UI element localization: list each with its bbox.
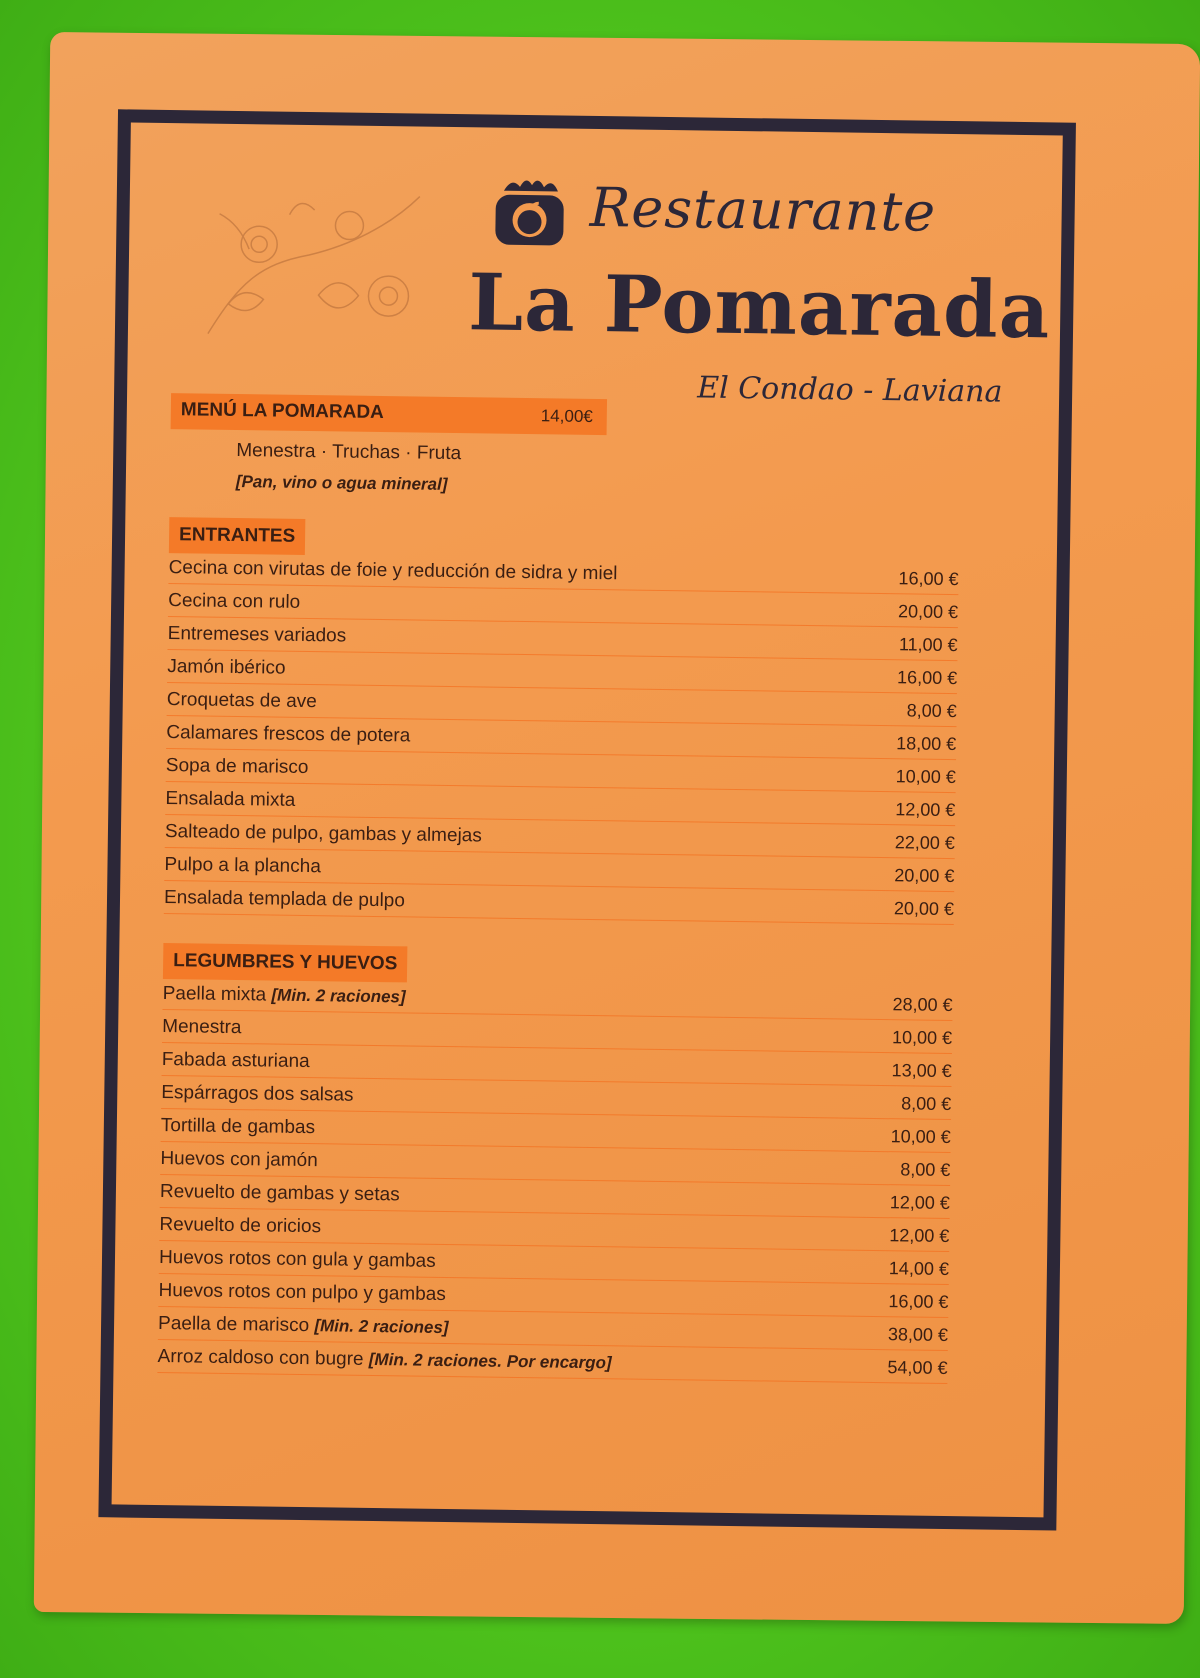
daily-menu-note: [Pan, vino o agua mineral] — [235, 471, 448, 494]
item-name: Fabada asturiana — [161, 1049, 310, 1073]
item-name-text: Paella de marisco — [157, 1312, 310, 1337]
item-price: 38,00 € — [887, 1324, 949, 1346]
item-price: 20,00 € — [894, 865, 955, 887]
daily-menu-band — [171, 393, 607, 435]
item-name-text: Paella mixta — [162, 983, 267, 1006]
item-price: 16,00 € — [898, 568, 959, 590]
item-price: 16,00 € — [896, 667, 958, 689]
item-price: 12,00 € — [889, 1192, 950, 1214]
item-name: Ensalada mixta — [165, 788, 296, 811]
daily-menu-name: MENÚ LA POMARADA — [180, 399, 385, 424]
item-price: 20,00 € — [897, 601, 959, 623]
item-price: 12,00 € — [889, 1225, 950, 1247]
item-note: [Min. 2 raciones] — [271, 985, 406, 1007]
item-name: Sopa de marisco — [165, 755, 309, 779]
item-price: 14,00 € — [888, 1258, 950, 1280]
item-name: Ensalada templada de pulpo — [163, 887, 406, 912]
item-price: 12,00 € — [895, 799, 956, 821]
item-price: 11,00 € — [898, 634, 958, 656]
daily-menu-price: 14,00€ — [540, 406, 593, 426]
item-price: 10,00 € — [895, 766, 956, 788]
item-price: 8,00 € — [900, 1159, 951, 1181]
item-price: 8,00 € — [906, 700, 957, 722]
restaurant-logo — [467, 163, 1051, 430]
restaurant-locality: El Condao - Laviana — [696, 370, 1003, 410]
item-name — [157, 1346, 611, 1374]
item-name — [158, 1313, 449, 1339]
item-name: Croquetas de ave — [166, 689, 317, 713]
item-name: Pulpo a la plancha — [164, 854, 321, 878]
item-price: 22,00 € — [894, 832, 956, 854]
section-heading-entrantes: ENTRANTES — [169, 517, 306, 555]
restaurant-name: La Pomarada — [467, 257, 1051, 357]
entrantes-list — [164, 551, 959, 925]
item-name: Revuelto de oricios — [159, 1214, 322, 1238]
item-price: 16,00 € — [888, 1291, 949, 1313]
legumbres-huevos-list — [157, 977, 952, 1384]
item-name: Menestra — [162, 1016, 242, 1039]
item-price: 10,00 € — [891, 1027, 953, 1049]
item-name: Calamares frescos de potera — [166, 722, 411, 747]
item-name — [163, 983, 406, 1008]
item-note: [Min. 2 raciones. Por encargo] — [368, 1349, 612, 1373]
floral-ornament — [198, 183, 430, 356]
item-name: Entremeses variados — [167, 623, 347, 647]
apple-crest-icon — [489, 173, 570, 254]
section-heading-legumbres-huevos: LEGUMBRES Y HUEVOS — [163, 943, 408, 982]
item-name: Espárragos dos salsas — [161, 1082, 354, 1106]
item-name: Jamón ibérico — [167, 656, 286, 679]
item-price: 10,00 € — [890, 1126, 951, 1148]
item-note: [Min. 2 raciones] — [314, 1316, 449, 1338]
item-price: 13,00 € — [891, 1060, 952, 1082]
menu-frame — [98, 109, 1076, 1530]
item-price: 54,00 € — [887, 1357, 948, 1379]
item-price: 28,00 € — [892, 994, 953, 1016]
item-price: 20,00 € — [893, 898, 955, 920]
item-name: Salteado de pulpo, gambas y almejas — [164, 821, 482, 847]
item-name-text: Arroz caldoso con bugre — [157, 1345, 364, 1370]
item-name: Tortilla de gambas — [160, 1115, 316, 1139]
item-name: Cecina con rulo — [168, 590, 301, 613]
item-name: Huevos con jamón — [160, 1148, 318, 1172]
item-name: Huevos rotos con pulpo y gambas — [158, 1279, 446, 1306]
item-price: 8,00 € — [901, 1093, 952, 1115]
title-script: Restaurante — [589, 175, 937, 244]
item-name: Huevos rotos con gula y gambas — [158, 1246, 436, 1272]
item-name: Revuelto de gambas y setas — [159, 1181, 400, 1206]
item-name: Cecina con virutas de foie y reducción de sidra y miel — [168, 557, 618, 585]
daily-menu-items: Menestra · Truchas · Fruta — [236, 439, 462, 465]
item-price: 18,00 € — [896, 733, 957, 755]
